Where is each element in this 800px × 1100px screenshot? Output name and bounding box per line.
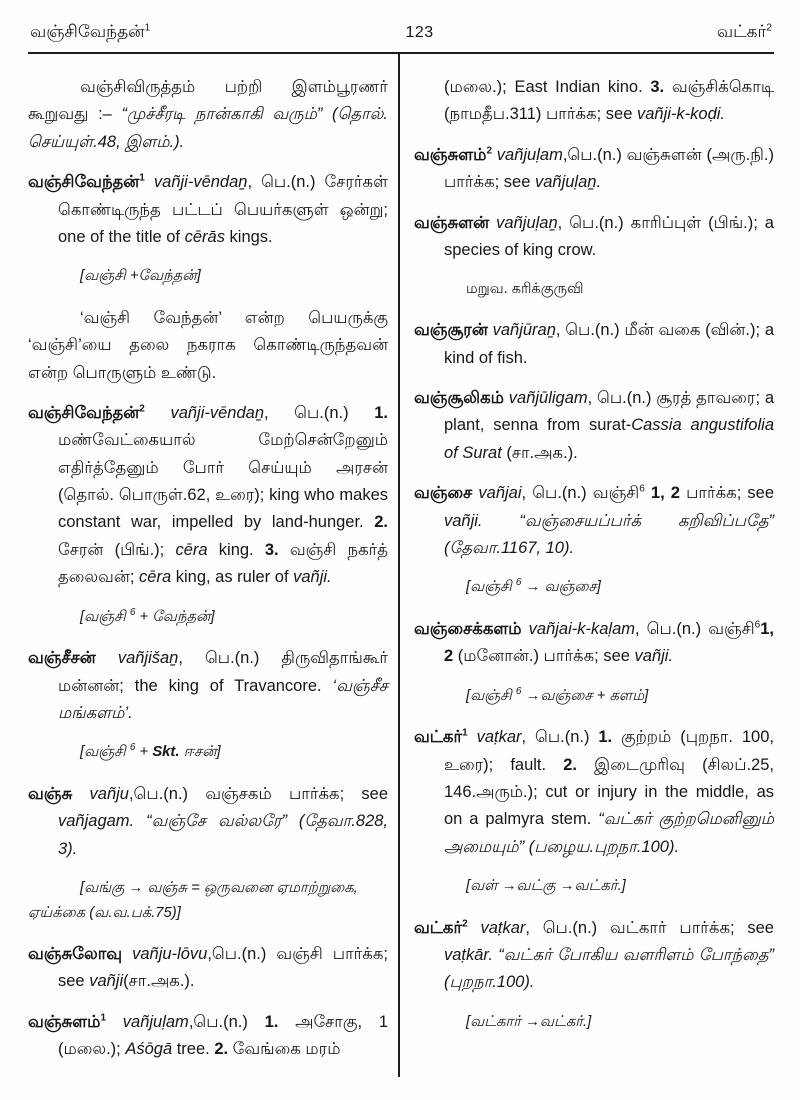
text-segment (468, 728, 477, 746)
text-segment: [வஞ்சி (466, 687, 516, 704)
text-segment: king, as ruler of (171, 568, 294, 587)
text-segment: , பெ.(n.) வஞ்சி (635, 619, 755, 638)
text-segment: king. (207, 540, 265, 559)
text-segment: vañjai-k-kaḷam (528, 619, 636, 638)
dictionary-entry (414, 915, 774, 997)
text-segment (134, 812, 146, 830)
right-column (400, 54, 774, 1077)
text-segment: vaṭkar (476, 728, 522, 747)
text-segment: “வஞ்சையப்பர்க் கறிவிப்பதே” (தேவா.1167, 10). (444, 511, 774, 557)
text-segment: [வஞ்சி (80, 608, 130, 625)
text-segment: vañjišaṉ (117, 649, 179, 668)
etymology-note (28, 264, 388, 289)
text-segment: vañjai (478, 484, 522, 503)
text-segment (468, 919, 481, 937)
text-segment: → வஞ்சை] (521, 579, 601, 596)
text-segment: வஞ்சுளம் (28, 1012, 101, 1031)
text-segment (483, 512, 520, 530)
text-segment (145, 173, 154, 191)
text-segment (106, 1013, 123, 1031)
text-segment: “வட்கர் போகிய வளரிளம் போந்தை” (புறநா.100). (444, 946, 774, 992)
text-segment: “வஞ்சே வல்லரே” (தேவா.828, 3). (58, 812, 389, 858)
text-segment: (மலை.); East Indian kino. (444, 78, 651, 96)
text-segment: 6 (515, 577, 522, 589)
text-segment: vañjūraṉ (492, 321, 556, 340)
text-segment: vaṭkar (480, 918, 526, 937)
text-segment: வஞ்சி நகர்த் தலைவன்; (58, 540, 388, 587)
text-segment: kings. (224, 227, 273, 246)
text-segment: , பெ.(n.) சேரர்கள் கொண்டிருந்த பட்டப் பெயர்களுள் ஒன்று; one of the title of (58, 173, 388, 246)
text-segment: vañjuḷaṉ. (534, 173, 602, 192)
text-segment: 3. (264, 540, 279, 559)
text-segment: [வஞ்சி (80, 744, 130, 761)
text-segment: [வட்கார் →வட்கர்.] (466, 1013, 592, 1030)
dictionary-body (28, 54, 774, 1077)
text-segment: , பெ.(n.) (264, 403, 375, 422)
dictionary-entry (28, 941, 388, 996)
text-segment: vañjuḷam (496, 145, 563, 164)
text-segment: , பெ.(n.) திருவிதாங்கூர் மன்னன்; the king of Travancore. (58, 649, 388, 695)
guide-word-right-superscript: 2 (766, 22, 772, 34)
text-segment: 6 (129, 606, 136, 618)
text-segment: 2. (563, 755, 578, 774)
text-segment: (சா.அக.). (123, 972, 195, 991)
text-segment: வஞ்சூரன் (414, 321, 488, 340)
continuation-paragraph (414, 74, 774, 129)
guide-word-right-text: வட்கர் (716, 22, 767, 41)
dictionary-entry (414, 724, 774, 861)
text-segment: + வேந்தன்] (135, 608, 215, 625)
text-segment: 1 (100, 1012, 107, 1024)
etymology-note (28, 876, 388, 925)
text-segment: vañjuḷam (122, 1012, 189, 1031)
text-segment: 6 (754, 619, 761, 631)
guide-word-right (717, 22, 772, 44)
text-segment: (மனோன்.) பார்க்க; see (453, 647, 635, 666)
text-segment: , பெ.(n.) மீன் வகை (வின்.); a kind of fish. (444, 321, 774, 367)
text-segment: வஞ்சிவேந்தன் (28, 403, 140, 422)
text-segment: வஞ்சிவிருத்தம் பற்றி இளம்பூரணர் கூறுவது :– (28, 78, 388, 124)
text-segment: “முச்சீரடி நான்காகி வரும்” (தொல். செய்யுள்.48, இளம்.). (28, 105, 388, 151)
text-segment: vañju-lōvu (132, 945, 208, 964)
text-segment: vañji. (293, 568, 332, 587)
text-segment: 1 (462, 727, 468, 739)
text-segment: , பெ.(n.) சூரத் தாவரை; a plant, senna from surat- (444, 389, 774, 435)
text-segment: வஞ்சீசன் (28, 649, 96, 668)
etymology-note (414, 874, 774, 899)
text-segment: Cassia angustifolia of Surat (444, 416, 774, 462)
left-column (28, 54, 398, 1077)
text-segment: மண்வேட்கையால் மேற்சென்றேனும் எதிர்த்தேனும் போர் செய்யும் அரசன் (தொல். பொருள்.62, உரை); king who makes constant war, impelled by land-hunger. (58, 431, 388, 532)
text-segment: vañji-vēndaṉ (170, 403, 264, 422)
text-segment: இடைமுரிவு (சிலப்.25, 146.அரும்.); cut or injury in the middle, as on a palmyra stem. (444, 755, 774, 829)
dictionary-entry (414, 616, 774, 671)
text-segment: tree. (172, 1040, 215, 1059)
text-segment (122, 945, 132, 963)
text-segment: 2. (214, 1040, 229, 1059)
text-segment: 6 (515, 685, 522, 697)
text-segment (145, 404, 171, 422)
text-segment: பார்க்க; see (679, 484, 775, 503)
text-segment: சேரன் (பிங்.); (58, 540, 176, 559)
text-segment: ‘வஞ்சி வேந்தன்’ என்ற பெயருக்கு ‘வஞ்சி’யை தலை நகராக கொண்டிருந்தவன் என்ற பொருளும் உண்டு. (28, 308, 388, 382)
dictionary-entry (414, 385, 774, 467)
text-segment: [வங்கு → வஞ்சு = ஒருவனை ஏமாற்றுகை, ஏய்க்கை (வ.வ.பக்.75)] (28, 879, 358, 921)
dictionary-entry (28, 169, 388, 251)
page-number: 123 (405, 24, 434, 41)
text-segment: ஈசன்] (179, 744, 221, 761)
etymology-note (414, 1010, 774, 1035)
body-paragraph (28, 74, 388, 156)
guide-word-left (30, 22, 150, 44)
text-segment: Skt. (152, 744, 180, 761)
text-segment: வட்கர் (414, 918, 463, 937)
dictionary-entry (28, 645, 388, 727)
text-segment: 1. (598, 728, 613, 747)
text-segment: 2. (374, 513, 388, 532)
text-segment: ,பெ.(n.) வஞ்சுளன் (அரு.நி.) பார்க்க; see (444, 145, 774, 192)
text-segment: வட்கர் (414, 728, 463, 747)
text-segment: vañji. (634, 647, 674, 666)
text-segment: 6 (129, 742, 136, 754)
text-segment: வஞ்சிக்கொடி (நாமதீப.311) பார்க்க; see (444, 78, 774, 124)
text-segment: , பெ.(n.) காரிப்புள் (பிங்.); a species of king crow. (444, 213, 774, 259)
text-segment: [வள் →வட்கு →வட்கர்.] (466, 878, 626, 895)
text-segment: வஞ்சுளம் (414, 145, 487, 164)
dictionary-entry (414, 317, 774, 372)
text-segment: vañji. (444, 511, 483, 530)
variant-note (414, 277, 774, 301)
text-segment: வஞ்சை (414, 484, 473, 503)
text-segment: →வஞ்சை + களம்] (521, 687, 649, 704)
dictionary-entry (28, 1009, 388, 1064)
dictionary-entry (414, 142, 774, 197)
text-segment: + (135, 744, 153, 761)
etymology-note (414, 575, 774, 600)
text-segment: ,பெ.(n.) வஞ்சி பார்க்க; see (58, 945, 388, 991)
guide-word-left-text: வஞ்சிவேந்தன் (30, 22, 145, 41)
text-segment: vañji-k-koḍi. (636, 105, 725, 124)
text-segment: (சா.அக.). (501, 443, 578, 462)
text-segment: 1 (139, 172, 145, 184)
text-segment (96, 649, 118, 667)
text-segment: “வட்கர் குற்றமெனினும் அமையும்” (பழைய.புறநா.100). (444, 810, 775, 856)
text-segment: Aśōgā (125, 1040, 173, 1059)
text-segment: vañjuḷaṉ (496, 213, 558, 232)
dictionary-entry (28, 781, 388, 863)
text-segment: வஞ்சுளன் (414, 213, 490, 232)
text-segment: ‘வஞ்சீச மங்களம்’. (58, 676, 388, 722)
text-segment: ,பெ.(n.) வஞ்சகம் பார்க்க; see (128, 784, 388, 803)
text-segment: cēra (175, 540, 208, 559)
text-segment: 2 (462, 918, 468, 930)
page-header (28, 12, 774, 52)
text-segment: ,பெ.(n.) (188, 1012, 265, 1031)
text-segment: vañjūligam (508, 389, 588, 408)
text-segment: cērās (184, 227, 225, 246)
text-segment: vaṭkār. (444, 946, 493, 964)
text-segment: 2 (139, 403, 145, 415)
text-segment: 1, 2 (444, 619, 774, 666)
text-segment: மறுவ. கரிக்குருவி (466, 281, 584, 298)
text-segment: vañji-vēndaṉ (153, 173, 248, 192)
text-segment: 1. (374, 403, 388, 422)
text-segment: , பெ.(n.) வட்கார் பார்க்க; see (525, 918, 774, 937)
text-segment: வஞ்சு (28, 784, 73, 803)
text-segment: வஞ்சிவேந்தன் (28, 173, 140, 192)
text-segment: வஞ்சூலிகம் (414, 389, 504, 408)
text-segment: அசோகு, 1 (மலை.); (58, 1012, 388, 1059)
text-segment: vañjagam. (58, 812, 135, 831)
text-segment: , பெ.(n.) (521, 728, 599, 747)
text-segment: வஞ்சுலோவு (28, 945, 123, 964)
text-segment: 1. (264, 1012, 279, 1031)
guide-word-left-superscript: 1 (144, 22, 151, 34)
text-segment: வஞ்சைக்களம் (414, 619, 522, 638)
etymology-note (414, 684, 774, 709)
text-segment (522, 620, 529, 638)
text-segment: 1, 2 (650, 484, 680, 503)
text-segment: 2 (486, 145, 493, 157)
etymology-note (28, 740, 388, 765)
text-segment: 3. (650, 78, 665, 96)
dictionary-entry (414, 210, 774, 265)
text-segment: cēra (139, 568, 172, 587)
text-segment: 6 (639, 483, 645, 495)
text-segment: குற்றம் (புறநா. 100, உரை); fault. (444, 728, 774, 774)
text-segment: vañju (89, 784, 129, 803)
text-segment: வேங்கை மரம் (228, 1040, 341, 1059)
text-segment: vañji (89, 972, 124, 991)
text-segment: [வஞ்சி +வேந்தன்] (80, 268, 201, 285)
text-segment: , பெ.(n.) வஞ்சி (521, 484, 640, 503)
etymology-note (28, 605, 388, 630)
text-segment: [வஞ்சி (466, 579, 516, 596)
dictionary-entry (28, 400, 388, 592)
text-segment (72, 785, 89, 803)
dictionary-entry (414, 480, 774, 562)
body-paragraph (28, 305, 388, 387)
